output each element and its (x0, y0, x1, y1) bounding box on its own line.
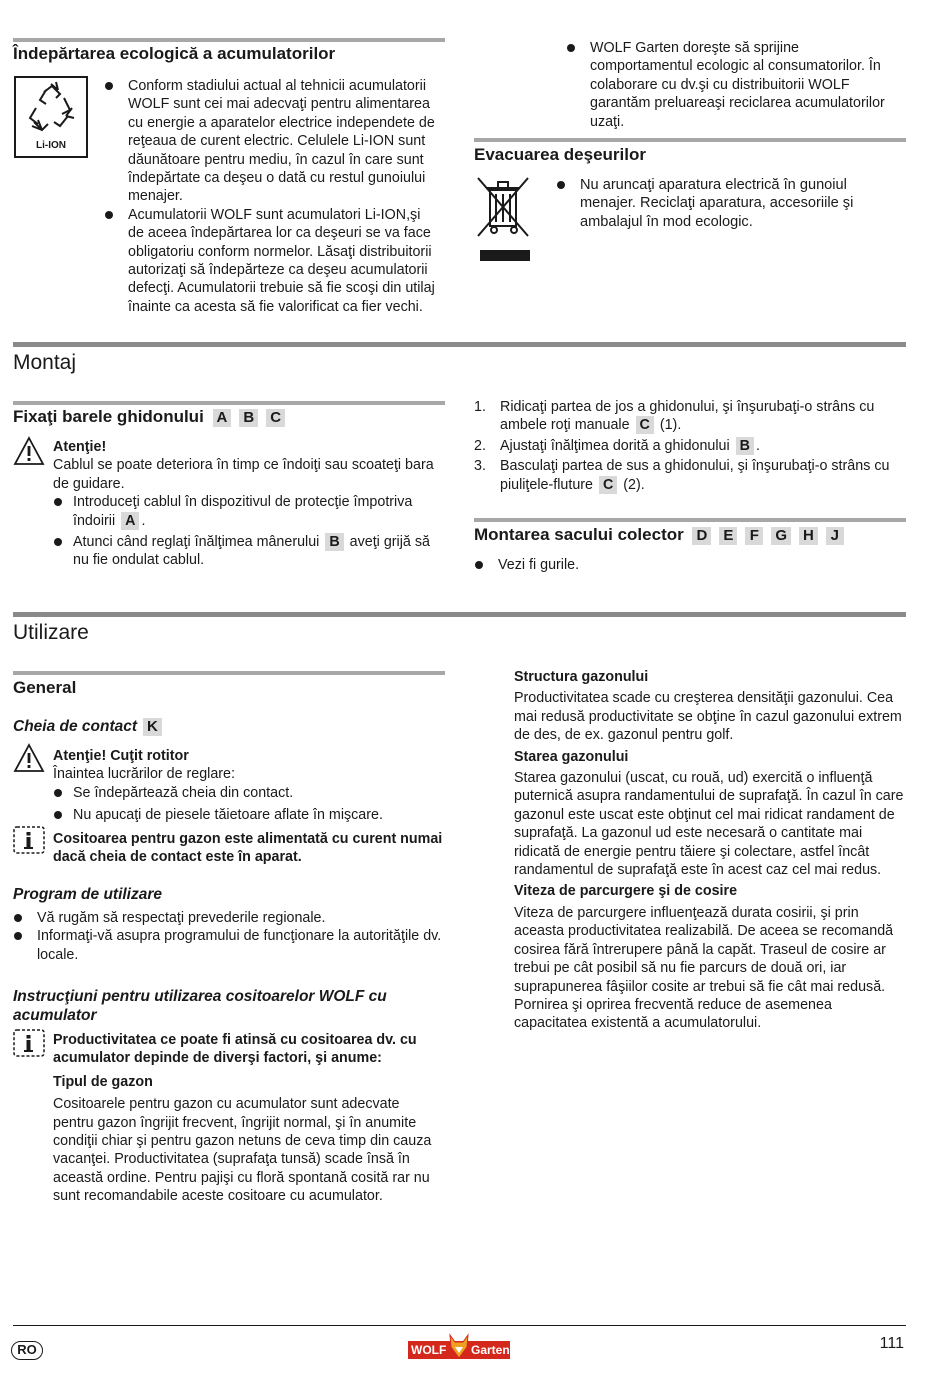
bag-heading (474, 524, 850, 546)
info-text: Productivitatea ce poate fi atinsă cu cositoarea dv. cu acumulator depinde de diverşi factori, şi anume: (53, 1032, 417, 1067)
section-rule (13, 671, 445, 675)
info-icon (13, 1029, 45, 1057)
step-item: 2. Ajustaţi înălţimea dorită a ghidonului B . (474, 437, 760, 454)
figure-tag: C (599, 476, 617, 494)
list-item: Introduceţi cablul în dispozitivul de protecţie împotriva îndoirii A . (53, 493, 443, 530)
handlebar-heading (13, 406, 291, 428)
section-rule (474, 138, 906, 142)
section-rule (13, 401, 445, 405)
wolf-garten-logo (408, 1333, 510, 1359)
info-icon (13, 826, 45, 854)
condition-text: Starea gazonului (uscat, cu rouă, ud) exercită o influenţă puternică asupra randamentului de suprafaţă. În cazul în care gazonul este uscat este obţinut cel mai ridicat randament de suprafaţă. La gazonul ud este necesară o cantitate mai ridicată de energie pentru tăiere şi colectare, astfel încât randamentul de suprafaţă este în acest caz cel mai redus. (514, 770, 904, 879)
warning-icon (13, 743, 45, 773)
info-text: Cositoarea pentru gazon este alimentată cu curent numai dacă cheia de contact este în aparat. (53, 831, 443, 866)
list-item: Nu apucaţi de piesele tăietoare aflate în mişcare. (53, 806, 443, 824)
speed-text: Viteza de parcurgere influenţează durata cosirii, şi prin aceasta productivitatea realizabilă. De aceea se recomandă cosirea fără întrerupere până la capăt. Traseul de cosire ar trebui pe cât posibil să nu fie parcurs de două ori, iar suprapunerea fâşiilor cosite ar trebui să fie cât mai redusă. Pornirea şi oprirea frecventă reduce de asemenea capacitatea existentă a acumulatorului. (514, 904, 894, 1032)
language-badge: RO (11, 1341, 43, 1360)
figure-tag: K (143, 718, 162, 736)
condition-title: Starea gazonului (514, 748, 629, 765)
structure-text: Productivitatea scade cu creşterea densităţii gazonului. Cea mai redusă productivitate se obţine în cazul gazonului extrem de des, de ex. gazonul pentru golf. (514, 690, 902, 744)
warning-text: Înaintea lucrărilor de reglare: (53, 766, 235, 783)
list-item: Conform stadiului actual al tehnicii acumulatorii WOLF sunt cei mai adecvaţi pentru alimentarea cu energie a aparatelor electrice independete de reţeaua de curent electric. Celulele Li-ION sunt dăunătoare pentru mediu, în cazul în care sunt îndepărtate ca deşeu o dată cu restul gunoiului menajer. (104, 77, 440, 206)
section-rule (13, 612, 906, 617)
list-item: Se îndepărtează cheia din contact. (53, 784, 443, 802)
list-item: WOLF Garten doreşte să sprijine comportamentul ecologic al consumatorilor. În colaborare cu dv.şi cu distribuitorii WOLF garantăm preluareaşi reciclarea acumulatorilor uzaţi. (566, 39, 902, 131)
grass-type-text: Cositoarele pentru gazon cu acumulator sunt adecvate pentru gazon îngrijit frecvent, îngrijit normal, şi în anumite condiţii chiar şi pentru gazon netuns de ceva timp din cauza vacanţei. Productivitatea (suprafaţa tunsă) scade însă în această ordine. Pentru pajişi cu floră spontană cosită rar nu sunt recomandabile aceste cositoare cu acumulator. (53, 1096, 432, 1205)
list-item: Nu aruncaţi aparatura electrică în gunoiul menajer. Reciclaţi aparatura, accesoriile şi ambalajul în mod ecologic. (556, 176, 902, 231)
figure-tag: C (636, 416, 654, 434)
fox-icon (448, 1333, 470, 1359)
logo-right-text: Garten (471, 1343, 510, 1357)
figure-tag: D (692, 527, 711, 545)
section-rule (13, 342, 906, 347)
utilizare-title: Utilizare (13, 621, 89, 644)
waste-title: Evacuarea deşeurilor (474, 145, 646, 164)
figure-tag: B (736, 437, 754, 455)
structure-title: Structura gazonului (514, 669, 649, 685)
list-item: Atunci când reglaţi înălţimea mânerului B aveţi grijă să nu fie ondulat cablul. (53, 533, 443, 570)
warning-title: Atenţie! Cuţit rotitor (53, 748, 189, 764)
figure-tag: H (799, 527, 818, 545)
step-item: 1. Ridicaţi partea de jos a ghidonului, şi înşurubaţi-o strâns cu ambele roţi manuale C (1). (474, 399, 875, 434)
section-rule (13, 38, 445, 42)
general-title: General (13, 678, 77, 697)
figure-tag: A (121, 512, 139, 530)
warning-title: Atenţie! (53, 439, 107, 455)
list-item: Vă rugăm să respectaţi prevederile regionale. (13, 909, 443, 927)
figure-tag: A (213, 409, 232, 427)
figure-tag: J (826, 527, 844, 545)
key-title: Cheia de contact (13, 718, 138, 735)
recycling-title: Îndepărtarea ecologică a acumulatorilor (13, 44, 336, 63)
crossed-bin-icon (474, 174, 532, 264)
section-rule (474, 518, 906, 522)
warning-icon (13, 436, 45, 466)
list-item: Vezi fi gurile. (474, 556, 894, 574)
footer-rule (13, 1325, 906, 1326)
figure-tag: G (771, 527, 791, 545)
figure-tag: C (266, 409, 285, 427)
li-ion-recycle-icon (14, 76, 88, 158)
page-number: 111 (879, 1335, 904, 1352)
grass-type-title: Tipul de gazon (53, 1073, 153, 1090)
list-item: Informaţi-vă asupra programului de funcţionare la autorităţile dv. locale. (13, 927, 443, 964)
list-item: Acumulatorii WOLF sunt acumulatori Li-ION,şi de aceea îndepărtarea lor ca deşeuri se va face obligatoriu conform normelor. Lăsaţi distribuitorii autorizaţi să îndepărteze ca deşeu acumulatorii defecţi. Acumulatorii trebuie să fie scoşi din utilaj înainte ca acesta să fie valorificat ca fier vechi. (104, 206, 440, 316)
logo-left-text: WOLF (411, 1343, 447, 1357)
figure-tag: B (239, 409, 258, 427)
warning-text: Cablul se poate deteriora în timp ce îndoiţi sau scoateţi bara de guidare. (53, 457, 434, 492)
speed-title: Viteza de parcurgere şi de cosire (514, 883, 738, 900)
li-ion-label: Li-ION (36, 140, 66, 151)
step-item: 3. Basculaţi partea de sus a ghidonului, şi înşurubaţi-o strâns cu piuliţele-fluture C (2). (474, 458, 890, 493)
figure-tag: E (719, 527, 737, 545)
figure-tag: B (325, 533, 343, 551)
montaj-title: Montaj (13, 351, 77, 374)
handlebar-title: Fixaţi barele ghidonului (13, 407, 204, 426)
instructions-title: Instrucţiuni pentru utilizarea cositoarelor WOLF cu acumulator (13, 988, 387, 1024)
bag-title: Montarea sacului colector (474, 525, 684, 544)
key-heading (13, 717, 164, 737)
figure-tag: F (745, 527, 763, 545)
program-title: Program de utilizare (13, 886, 163, 903)
